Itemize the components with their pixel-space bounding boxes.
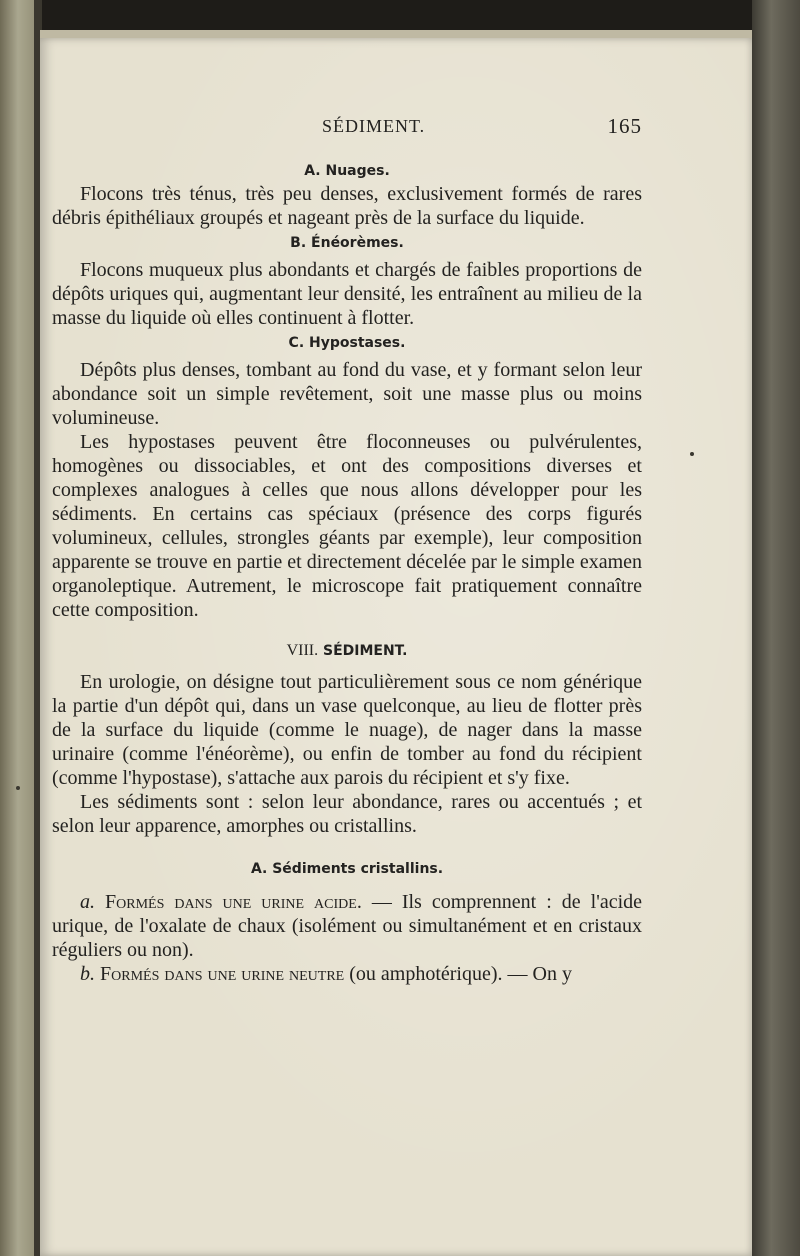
running-head-title: SÉDIMENT.: [322, 116, 426, 136]
heading-sediment-title: SÉDIMENT.: [322, 643, 408, 659]
heading-hypostases: C. Hypostases.: [288, 335, 406, 351]
item-b-title: Formés dans une urine neutre: [100, 963, 345, 985]
item-b-label: b.: [80, 963, 95, 985]
running-head: [52, 110, 642, 140]
paragraph-hypostases-2: Les hypostases peuvent être floconneuses ou pulvérulentes, homogènes ou dissociables, et ont des compositions diverses et complexes analogues à celles que nous allons développer pour les sédiments. En certains cas spéciaux (présence des corps figurés volumineux, cellules, strongles géants par exemple), leur composition apparente se trouve en partie et directement décelée par le simple examen organoleptique. Autrement, le microscope fait pratiquement connaître cette composition.: [52, 431, 642, 621]
item-b-text: (ou amphotérique). — On y: [344, 963, 572, 985]
paragraph-nuages: Flocons très ténus, très peu denses, exclusivement formés de rares débris épithéliaux groupés et nageant près de la surface du liquide.: [52, 183, 642, 229]
heading-sediments-cristallins: A. Sédiments cristallins.: [250, 861, 444, 877]
ink-speck: [690, 452, 694, 456]
heading-eneoremes: B. Énéorèmes.: [290, 235, 404, 251]
item-a-title: Formés dans une urine acide.: [105, 891, 362, 913]
ink-speck: [16, 786, 20, 790]
item-a-text: — Ils comprennent : de l'acide urique, de l'oxalate de chaux (isolément ou simultanément et en cristaux réguliers ou non).: [52, 891, 643, 961]
page-number: 165: [607, 114, 642, 138]
item-a-label: a.: [80, 891, 95, 913]
paragraph-neutre: [52, 962, 642, 986]
heading-sediment: [52, 640, 642, 662]
heading-sediment-number: VIII.: [286, 642, 319, 659]
book-edge-right: [752, 0, 800, 1256]
paragraph-sediment-2: Les sédiments sont : selon leur abondance, rares ou accentués ; et selon leur apparence, amorphes ou cristallins.: [52, 791, 642, 837]
paragraph-eneoremes: Flocons muqueux plus abondants et chargés de faibles proportions de dépôts uriques qui, augmentant leur densité, les entraînent au milieu de la masse du liquide où elles continuent à flotter.: [52, 259, 642, 329]
heading-nuages: A. Nuages.: [304, 163, 390, 179]
paragraph-hypostases-1: Dépôts plus denses, tombant au fond du vase, et y formant selon leur abondance soit un simple revêtement, soit une masse plus ou moins volumineuse.: [52, 359, 642, 429]
paragraph-sediment-1: En urologie, on désigne tout particulièrement sous ce nom générique la partie d'un dépôt qui, dans un vase quelconque, au lieu de flotter près de la surface du liquide (comme le nuage), de nager dans la masse urinaire (comme l'énéorème), ou enfin de tomber au fond du récipient (comme l'hypostase), s'attache aux parois du récipient et s'y fixe.: [52, 671, 642, 789]
paragraph-acide: [52, 890, 642, 962]
page-text: [52, 110, 642, 986]
